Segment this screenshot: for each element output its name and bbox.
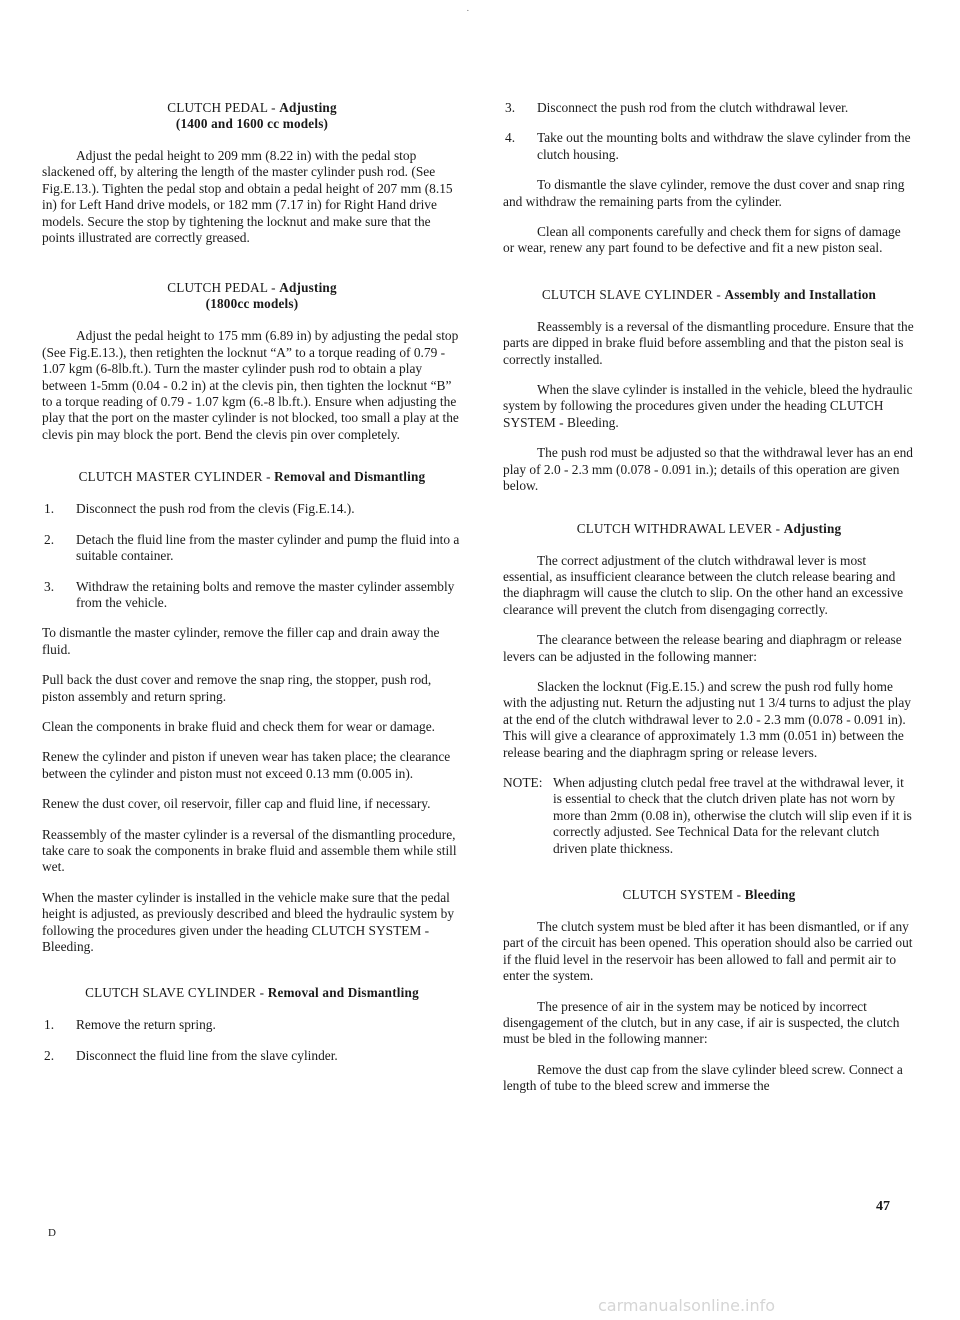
paragraph: Clean the components in brake fluid and check them for wear or damage. [42,718,436,734]
paragraph: The push rod must be adjusted so that the withdrawal lever has an end play of 2.0 - 2.3 mm (0.078 - 0.091 in.); details of this operation are given below. [503,445,913,494]
paragraph: The correct adjustment of the clutch withdrawal lever is most essential, as insufficient clearance between the clutch release bearing and the diaphragm will cause the clutch to slip. On the other hand an excessive clearance will prevent the clutch from disengaging correctly. [503,552,904,617]
paragraph: Clean all components carefully and check them for signs of damage or wear, renew any part found to be defective and fit a new piston seal. [503,224,901,256]
watermark-text: carmanualsonline.info [598,1296,776,1315]
note: NOTE: When adjusting clutch pedal free travel at the withdrawal lever, it is essential to check that the clutch driven plate has not worn by more than 2mm (0.08 in), otherwise the clutch will slip even if it is correctly adjusted. See Technical Data for the relevant clutch driven plate thickness. [503,774,912,856]
heading-withdrawal-lever: CLUTCH WITHDRAWAL LEVER - Adjusting [576,520,842,536]
paragraph: Adjust the pedal height to 209 mm (8.22 in) with the pedal stop slackened off, by altering the length of the master cylinder push rod. (See Fig.E.13.). Tighten the pedal stop and obtain a pedal height of 207 mm (8.15 in) for Left Hand drive models, or 182 mm (7.17 in) for Right Hand drive models. Secure the stop by tightening the locknut and make sure that the points illustrated are correctly greased. [42,148,453,246]
scan-mark: ˙ [466,8,470,20]
paragraph: The clutch system must be bled after it has been dismantled, or if any part of the circuit has been opened. This operation should also be carried out if the fluid level in the reservoir has been allowed to fall and permit air to enter the system. [503,919,913,984]
paragraph: Renew the dust cover, oil reservoir, filler cap and fluid line, if necessary. [42,796,431,812]
paragraph: Remove the dust cap from the slave cylinder bleed screw. Connect a length of tube to the bleed screw and immerse the [503,1061,903,1094]
paragraph: Pull back the dust cover and remove the snap ring, the stopper, push rod, piston assembly and return spring. [42,672,432,704]
left-column [42,100,462,1064]
paragraph: The presence of air in the system may be noticed by incorrect disengagement of the clutch, but in any case, if air is suspected, the clutch must be bled in the following manner: [503,998,900,1047]
paragraph: Renew the cylinder and piston if uneven wear has taken place; the clearance between the cylinder and piston must not exceed 0.13 mm (0.005 in). [42,749,451,781]
right-column [503,100,915,1095]
paragraph: Slacken the locknut (Fig.E.15.) and screw the push rod fully home with the adjusting nut. Return the adjusting nut 1 3/4 turns to adjust the play at the end of the clutch withdrawal lever to 2.0 - 2.3 mm (0.078 - 0.091 in). This will give a clearance of approximately 1.3 mm (0.051 in) between the release bearing and the diaphragm spring or release levers. [503,678,912,760]
paragraph: When the master cylinder is installed in the vehicle make sure that the pedal height is adjusted, as previously described and bleed the hydraulic system by following the procedures given under the heading CLUTCH SYSTEM - Bleeding. [42,889,455,954]
heading-slave-cylinder-removal: CLUTCH SLAVE CYLINDER - Removal and Dismantling [85,985,419,1001]
footer-letter: D [48,1227,56,1239]
list-item: 1. Disconnect the push rod from the clevis (Fig.E.14.). [44,501,355,517]
paragraph: To dismantle the master cylinder, remove the filler cap and drain away the fluid. [42,625,440,657]
paragraph: Reassembly is a reversal of the dismantling procedure. Ensure that the parts are dipped in brake fluid before assembling and that the piston seal is correctly installed. [503,318,914,367]
list-item: 2. Disconnect the fluid line from the slave cylinder. [44,1047,338,1063]
page-number: 47 [876,1199,890,1214]
list-item: 3. Disconnect the push rod from the clutch withdrawal lever. [505,100,849,115]
heading-clutch-pedal-1800: CLUTCH PEDAL - Adjusting (1800cc models) [167,280,337,312]
heading-clutch-system-bleeding: CLUTCH SYSTEM - Bleeding [622,887,796,902]
paragraph: When the slave cylinder is installed in the vehicle, bleed the hydraulic system by following the procedures given under the heading CLUTCH SYSTEM - Bleeding. [503,382,913,430]
list-item: 3. Withdraw the retaining bolts and remove the master cylinder assembly from the vehicle. [44,578,455,610]
heading-slave-cylinder-assembly: CLUTCH SLAVE CYLINDER - Assembly and Installation [541,286,877,302]
list-item: 2. Detach the fluid line from the master cylinder and pump the fluid into a suitable container. [44,531,460,564]
heading-clutch-pedal-1400-1600: CLUTCH PEDAL - Adjusting (1400 and 1600 cc models) [167,100,337,131]
paragraph: Adjust the pedal height to 175 mm (6.89 in) by adjusting the pedal stop (See Fig.E.13.), then retighten the locknut “A” to a torque reading of 0.79 - 1.07 kgm (6-8lb.ft.). Turn the master cylinder push rod to obtain a play between 1-5mm (0.04 - 0.2 in) at the clevis pin, then tighten the locknut “B” to a torque reading of 0.79 - 1.07 kgm (6.-8 lb.ft.). Ensure when adjusting the play that the port on the master cylinder is not blocked, too small a play at the clevis pin may block the port. Bend the clevis pin over completely. [42,328,459,442]
list-item: 4. Take out the mounting bolts and withdraw the slave cylinder from the clutch housing. [505,130,911,162]
paragraph: The clearance between the release bearing and diaphragm or release levers can be adjusted in the following manner: [503,632,902,664]
paragraph: To dismantle the slave cylinder, remove the dust cover and snap ring and withdraw the remaining parts from the cylinder. [503,177,905,209]
heading-master-cylinder-removal: CLUTCH MASTER CYLINDER - Removal and Dismantling [78,469,426,485]
paragraph: Reassembly of the master cylinder is a reversal of the dismantling procedure, take care to soak the components in brake fluid and assemble them while still wet. [42,826,457,875]
list-item: 1. Remove the return spring. [44,1017,216,1033]
